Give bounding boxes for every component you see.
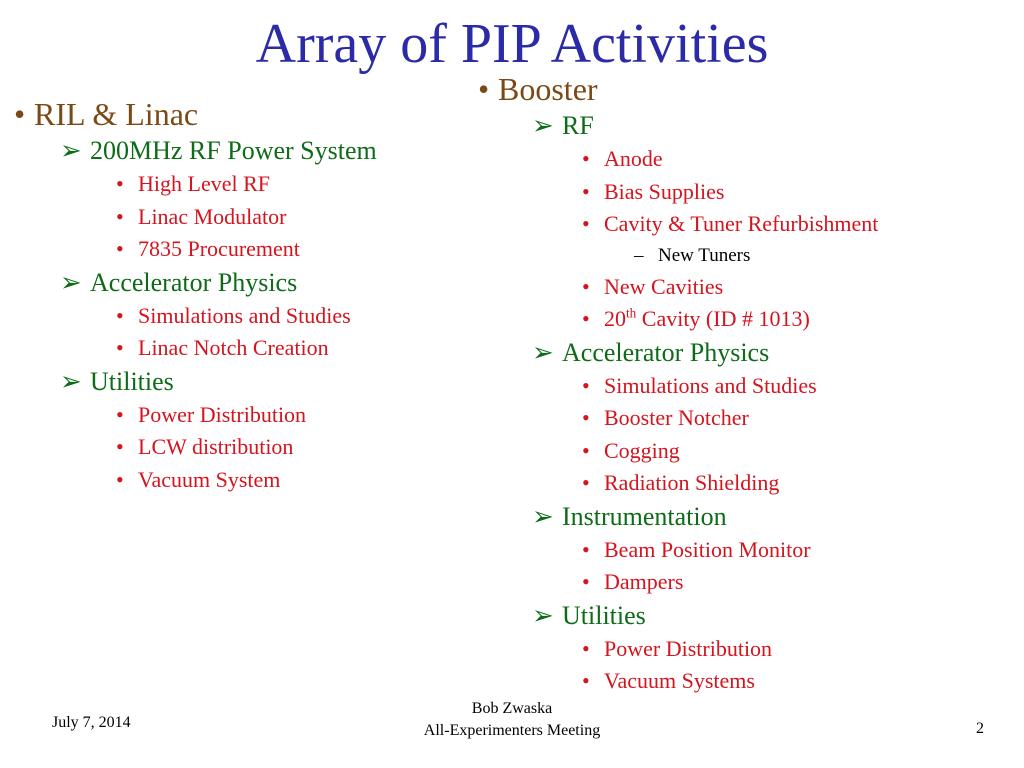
sub-list-item: – New Tuners: [634, 241, 878, 271]
page-number: 2: [976, 720, 984, 737]
bullet-icon: •: [116, 203, 124, 229]
list-item: • Power Distribution: [116, 399, 377, 432]
right-column: [478, 69, 878, 698]
bullet-icon: •: [582, 372, 590, 398]
list-item: • Vacuum System: [116, 464, 377, 497]
bullet-icon: •: [116, 171, 124, 196]
bullet-icon: •: [582, 273, 590, 299]
bullet-icon: •: [582, 437, 590, 463]
list-item: • Dampers: [582, 566, 878, 599]
dash-bullet-icon: –: [634, 244, 644, 266]
arrow-bullet-icon: ➢: [60, 267, 82, 297]
list-item: • 7835 Procurement: [116, 233, 377, 266]
bullet-icon: •: [116, 302, 124, 328]
list-item: • Simulations and Studies: [582, 370, 878, 403]
bullet-icon: •: [14, 96, 26, 132]
arrow-bullet-icon: ➢: [60, 366, 82, 396]
arrow-bullet-icon: ➢: [60, 136, 82, 165]
arrow-bullet-icon: ➢: [532, 337, 554, 367]
group-label-200mhz: ➢ 200MHz RF Power System: [60, 134, 377, 168]
list-item: • Anode: [582, 143, 878, 176]
list-item: • High Level RF: [116, 168, 377, 201]
group-label-utilities: ➢ Utilities: [532, 599, 878, 633]
bullet-icon: •: [116, 466, 124, 492]
section-heading-ril-linac: • RIL & Linac: [14, 96, 199, 132]
list-item: • Simulations and Studies: [116, 300, 377, 333]
group-label-accelerator-physics: ➢ Accelerator Physics: [532, 336, 878, 370]
arrow-bullet-icon: ➢: [532, 600, 554, 630]
footer-date: July 7, 2014: [52, 714, 131, 731]
bullet-icon: •: [582, 569, 590, 594]
footer-presenter: [312, 698, 712, 742]
bullet-icon: •: [116, 236, 124, 261]
list-item: • New Cavities: [582, 271, 878, 304]
list-item: • Power Distribution: [582, 633, 878, 666]
list-item: • Cavity & Tuner Refurbishment: [582, 208, 878, 241]
section-heading-booster: • Booster: [478, 71, 598, 107]
footer-event: All-Experimenters Meeting: [423, 722, 601, 739]
footer-author: Bob Zwaska: [471, 700, 553, 717]
list-item-20th-cavity: • 20th Cavity (ID # 1013): [582, 303, 878, 336]
arrow-bullet-icon: ➢: [532, 501, 554, 531]
list-item: • Beam Position Monitor: [582, 534, 878, 567]
bullet-icon: •: [116, 401, 124, 427]
bullet-icon: •: [582, 668, 590, 693]
bullet-icon: •: [582, 405, 590, 430]
list-item: • Bias Supplies: [582, 176, 878, 209]
list-item: • Cogging: [582, 435, 878, 468]
page-title: Array of PIP Activities: [255, 13, 769, 75]
list-item: • Booster Notcher: [582, 402, 878, 435]
bullet-icon: •: [582, 306, 590, 331]
group-label-accelerator-physics: ➢ Accelerator Physics: [60, 266, 377, 300]
list-item: • Radiation Shielding: [582, 467, 878, 500]
bullet-icon: •: [582, 211, 590, 236]
list-item: • Vacuum Systems: [582, 665, 878, 698]
bullet-icon: •: [116, 434, 124, 459]
left-column: [14, 94, 377, 496]
list-item: • LCW distribution: [116, 431, 377, 464]
bullet-icon: •: [582, 536, 590, 562]
bullet-icon: •: [478, 71, 490, 107]
bullet-icon: •: [582, 178, 590, 204]
bullet-icon: •: [116, 335, 124, 360]
arrow-bullet-icon: ➢: [532, 111, 554, 140]
group-label-rf: ➢ RF: [532, 109, 878, 143]
list-item: • Linac Modulator: [116, 201, 377, 234]
list-item: • Linac Notch Creation: [116, 332, 377, 365]
bullet-icon: •: [582, 146, 590, 171]
bullet-icon: •: [582, 635, 590, 661]
group-label-utilities: ➢ Utilities: [60, 365, 377, 399]
group-label-instrumentation: ➢ Instrumentation: [532, 500, 878, 534]
bullet-icon: •: [582, 470, 590, 495]
